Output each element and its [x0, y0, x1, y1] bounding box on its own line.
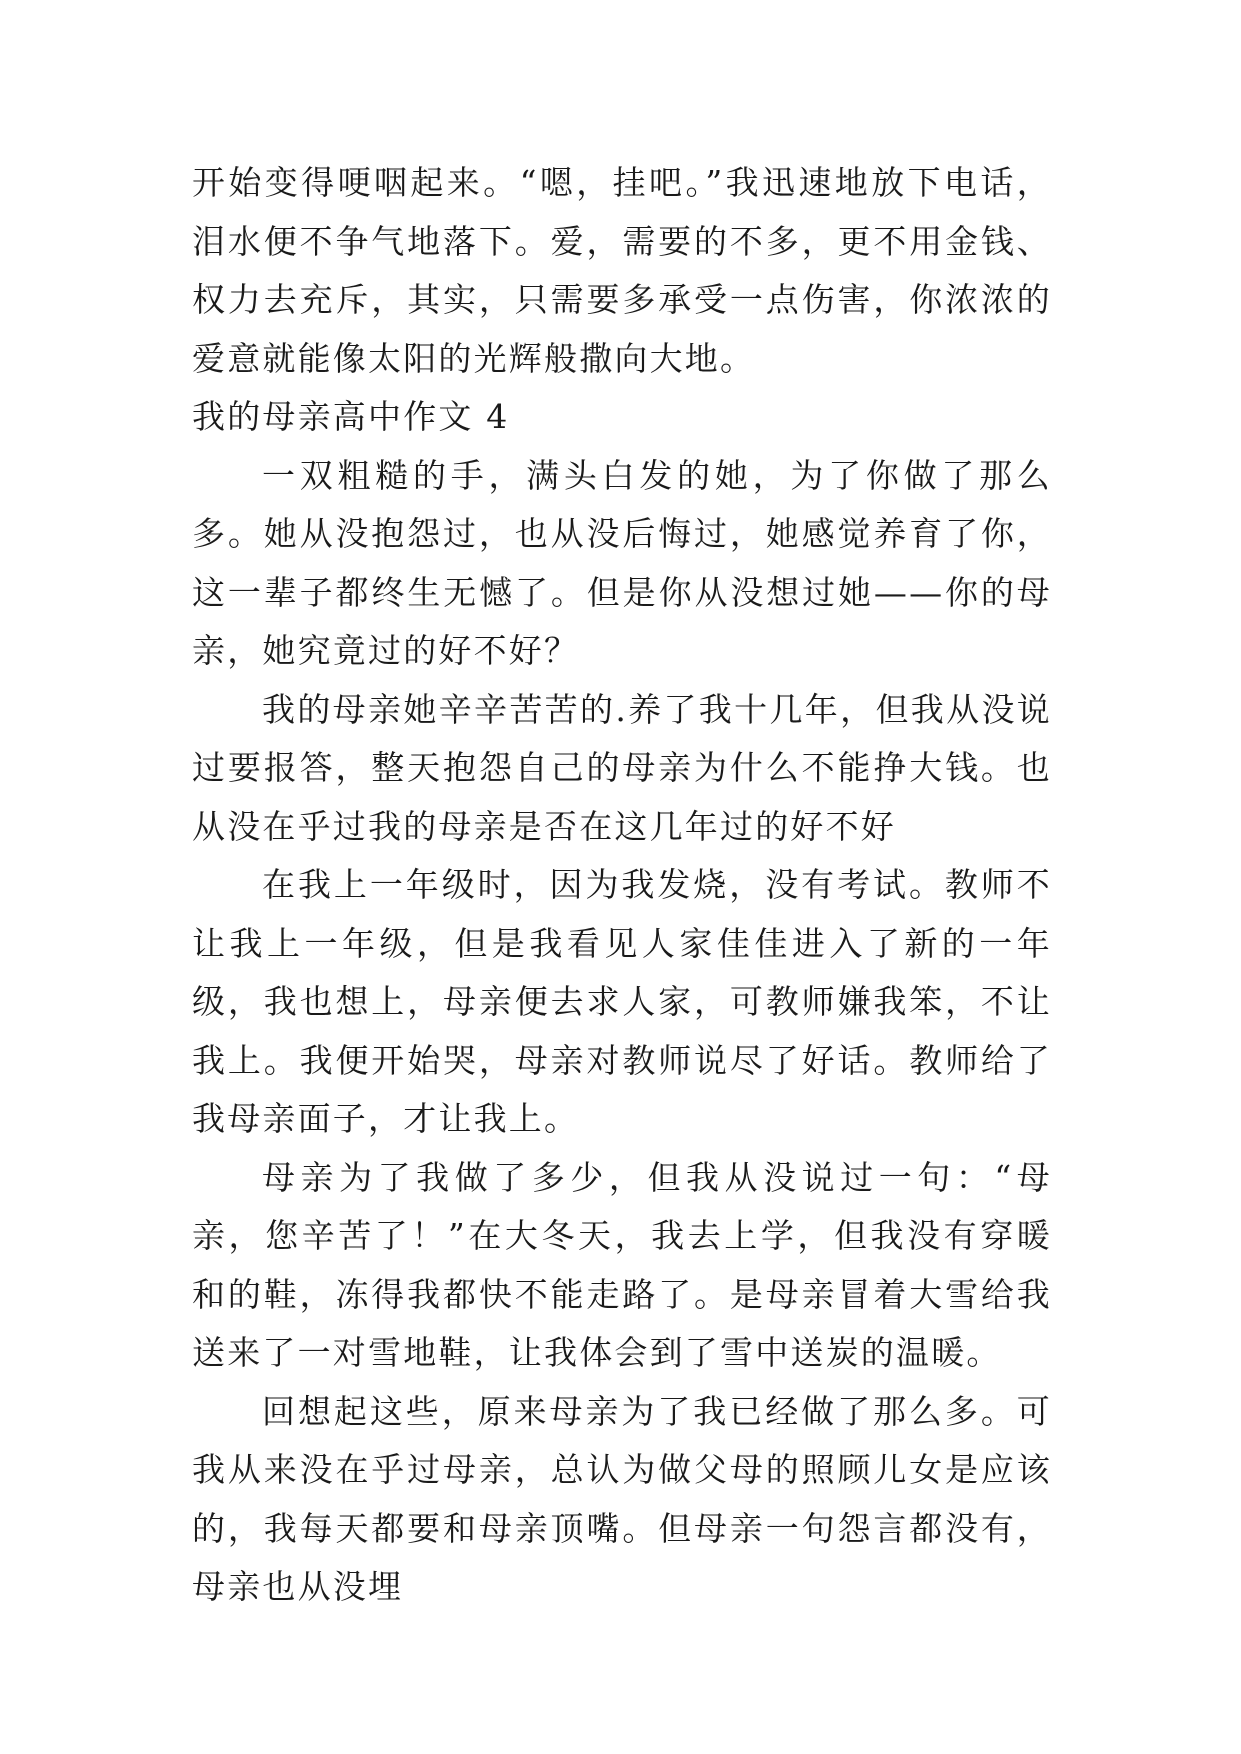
paragraph-2: 我的母亲她辛辛苦苦的.养了我十几年，但我从没说过要报答，整天抱怨自己的母亲为什么不能挣大钱。也从没在乎过我的母亲是否在这几年过的好不好 — [192, 689, 1052, 846]
document-body — [192, 154, 1052, 1617]
paragraph-4: 母亲为了我做了多少，但我从没说过一句：“母亲，您辛苦了！”在大冬天，我去上学，但我没有穿暖和的鞋，冻得我都快不能走路了。是母亲冒着大雪给我送来了一对雪地鞋，让我体会到了雪中送炭的温暖。 — [192, 1157, 1052, 1372]
paragraph-3: 在我上一年级时，因为我发烧，没有考试。教师不让我上一年级，但是我看见人家佳佳进入了新的一年级，我也想上，母亲便去求人家，可教师嫌我笨，不让我上。我便开始哭，母亲对教师说尽了好话。教师给了我母亲面子，才让我上。 — [192, 865, 1052, 1138]
paragraph-1: 一双粗糙的手，满头白发的她，为了你做了那么多。她从没抱怨过，也从没后悔过，她感觉养育了你，这一辈子都终生无憾了。但是你从没想过她——你的母亲，她究竟过的好不好？ — [192, 455, 1052, 670]
intro-paragraph: 开始变得哽咽起来。“嗯，挂吧。”我迅速地放下电话，泪水便不争气地落下。爱，需要的不多，更不用金钱、权力去充斥，其实，只需要多承受一点伤害，你浓浓的爱意就能像太阳的光辉般撒向大地。 — [192, 163, 1052, 378]
paragraph-5: 回想起这些，原来母亲为了我已经做了那么多。可我从来没在乎过母亲，总认为做父母的照顾儿女是应该的，我每天都要和母亲顶嘴。但母亲一句怨言都没有，母亲也从没埋 — [192, 1391, 1052, 1606]
section-title: 我的母亲高中作文 4 — [192, 397, 510, 436]
